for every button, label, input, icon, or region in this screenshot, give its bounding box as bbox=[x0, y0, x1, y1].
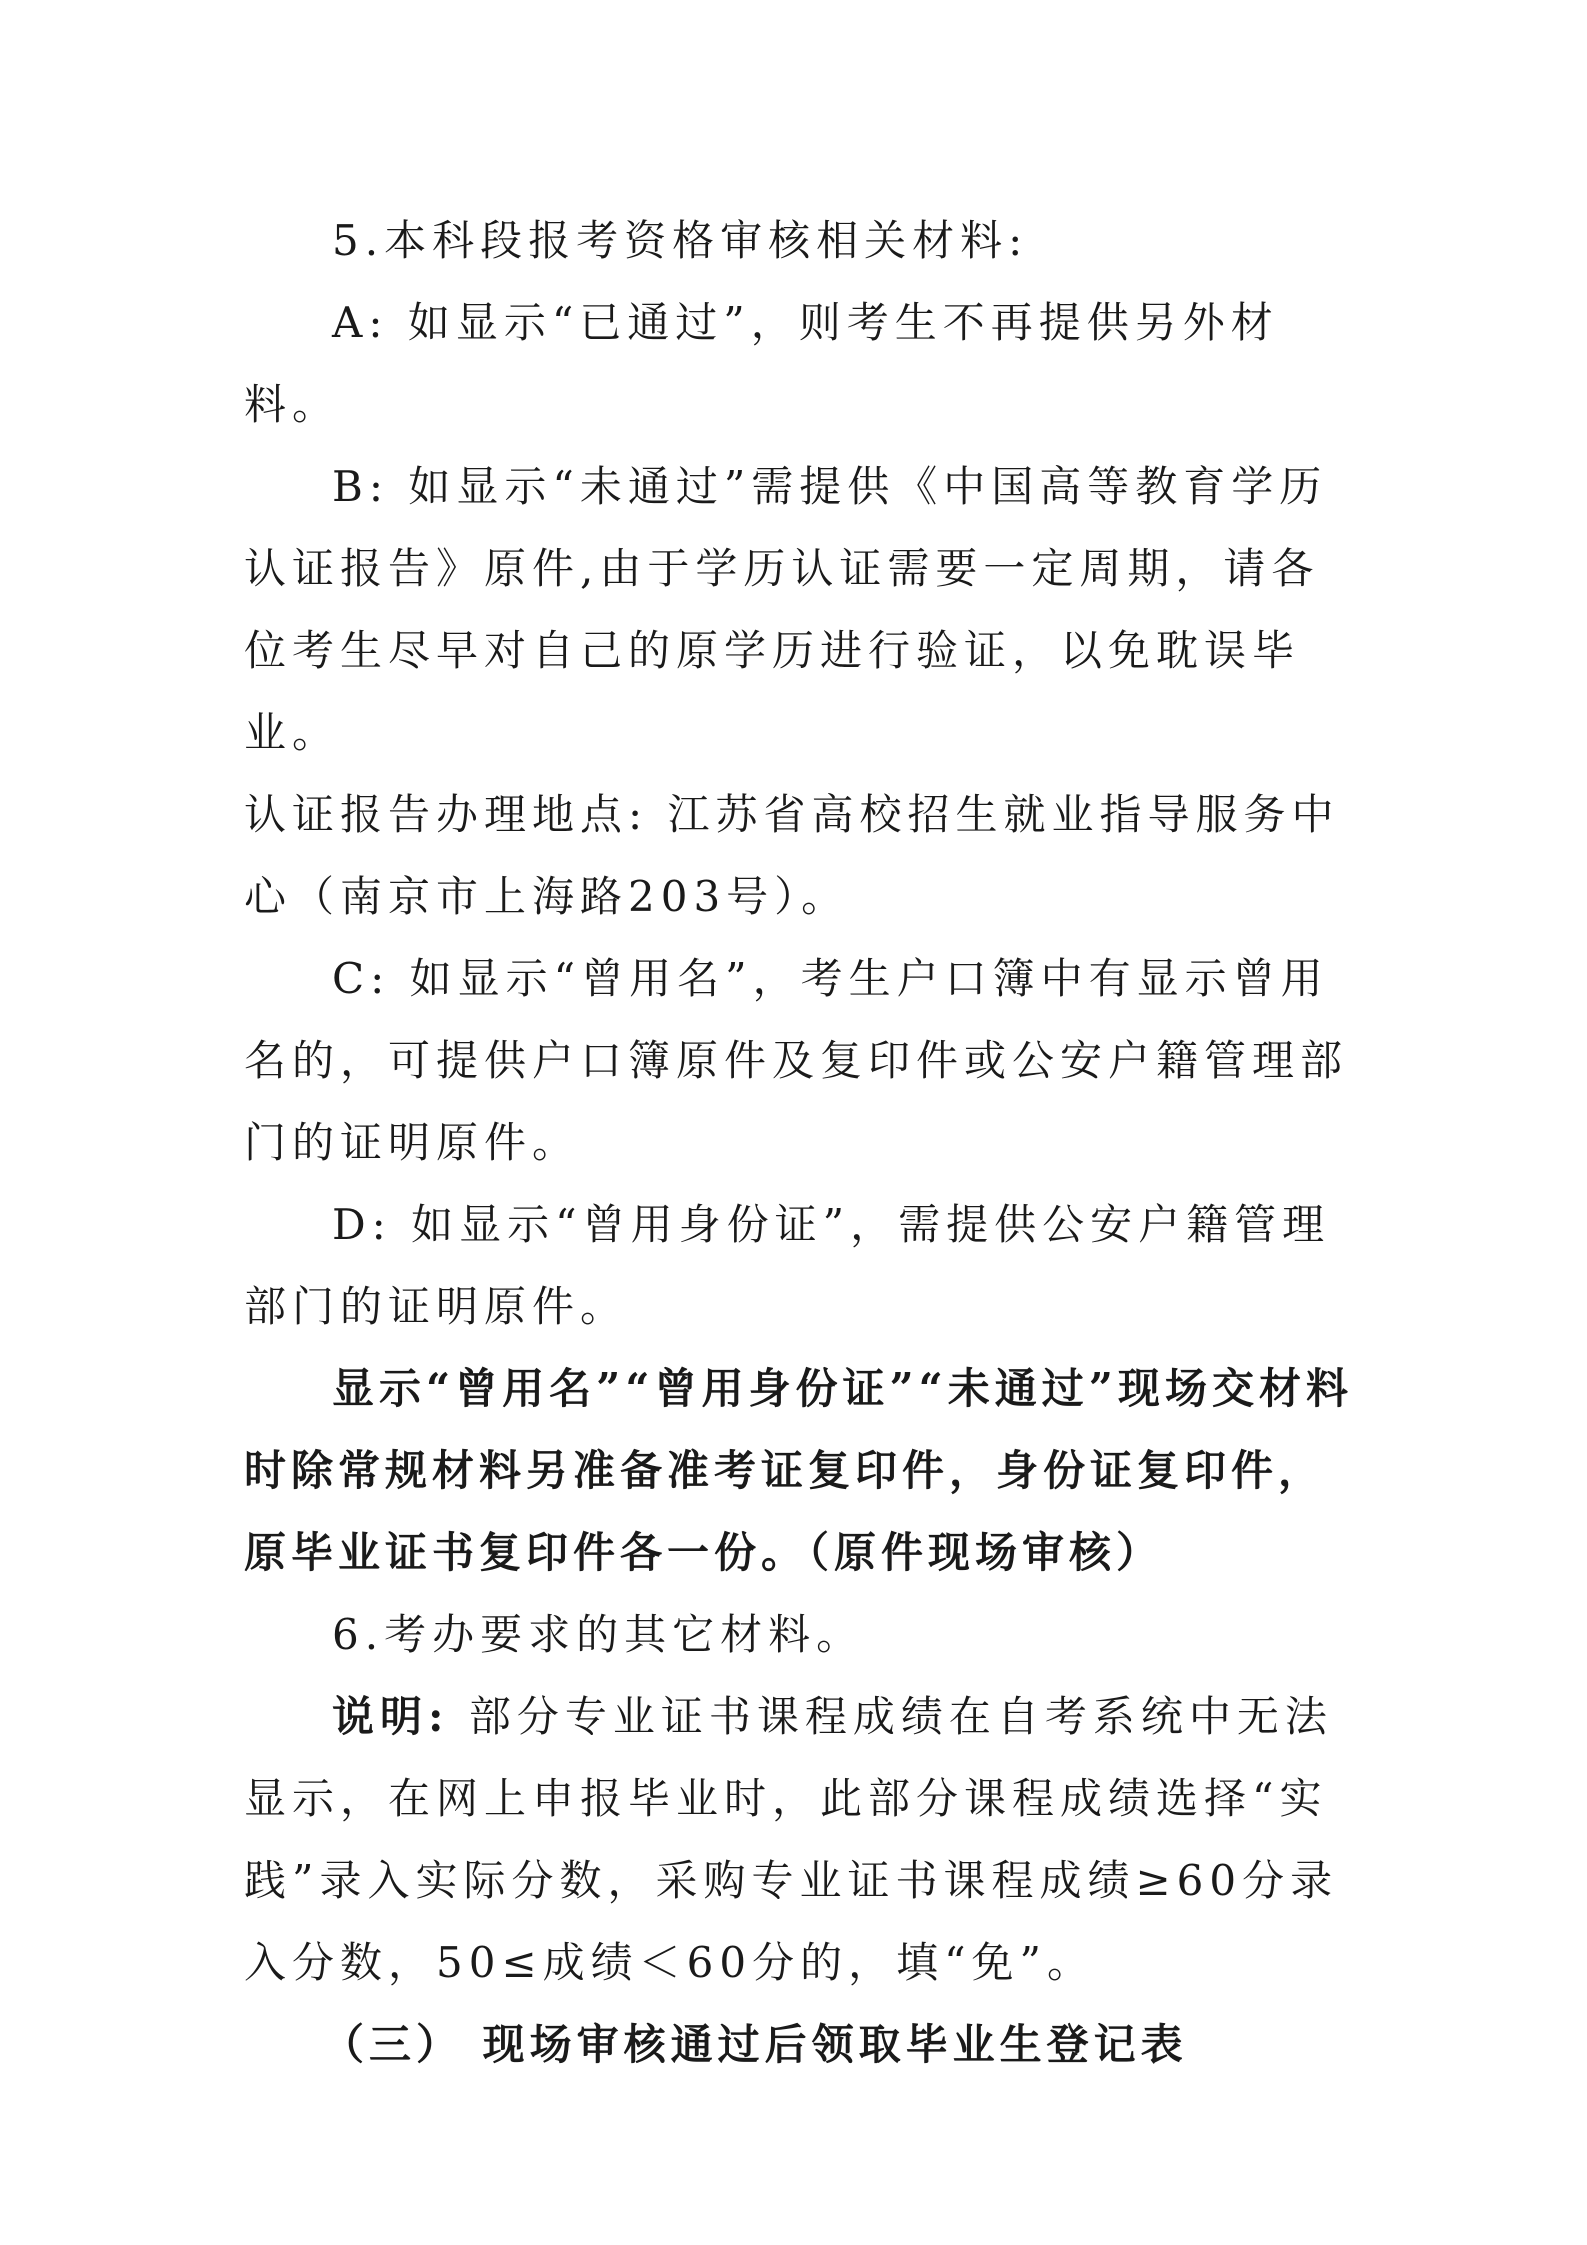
document-body bbox=[244, 200, 1354, 2086]
item-a: A: 如显示“已通过”，则考生不再提供另外材料。 bbox=[244, 298, 1279, 429]
bold-note: 显示“曾用名”“曾用身份证”“未通过”现场交材料时除常规材料另准备准考证复印件，身份证复印件，原毕业证书复印件各一份。（原件现场审核） bbox=[244, 1364, 1353, 1577]
note-text: 部分专业证书课程成绩在自考系统中无法显示，在网上申报毕业时，此部分课程成绩选择“实践”录入实际分数，采购专业证书课程成绩≥60分录入分数，50≤成绩＜60分的，填“免”。 bbox=[244, 1692, 1339, 1987]
note-paragraph bbox=[244, 1676, 1354, 2004]
note-label: 说明: bbox=[332, 1692, 450, 1741]
item-6: 6.考办要求的其它材料。 bbox=[332, 1610, 865, 1659]
section-3-heading: （三） 现场审核通过后领取毕业生登记表 bbox=[322, 2020, 1188, 2069]
cert-location: 认证报告办理地点: 江苏省高校招生就业指导服务中心（南京市上海路203号）。 bbox=[244, 790, 1340, 921]
item-c: C: 如显示“曾用名”，考生户口簿中有显示曾用名的，可提供户口簿原件及复印件或公安户籍管理部门的证明原件。 bbox=[244, 954, 1349, 1167]
item-b: B: 如显示“未通过”需提供《中国高等教育学历认证报告》原件,由于学历认证需要一定周期，请各位考生尽早对自己的原学历进行验证，以免耽误毕业。 bbox=[244, 462, 1328, 757]
item-5-title: 5.本科段报考资格审核相关材料: bbox=[332, 216, 1029, 265]
item-d: D: 如显示“曾用身份证”，需提供公安户籍管理部门的证明原件。 bbox=[244, 1200, 1331, 1331]
